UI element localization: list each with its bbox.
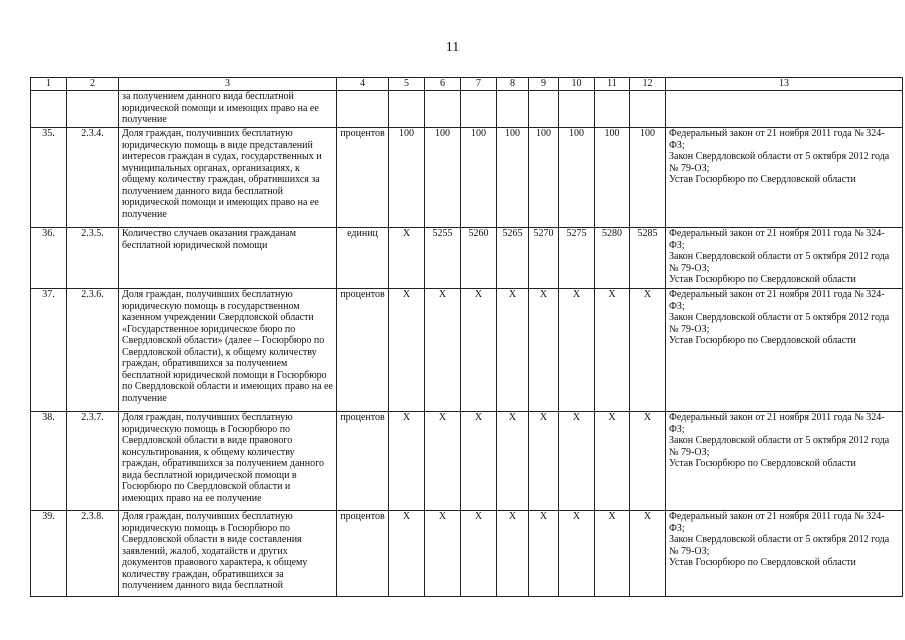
row-value: 100 — [425, 128, 461, 228]
header-cell: 1 — [31, 78, 67, 91]
row-legal-basis — [666, 289, 903, 412]
row-value: Х — [389, 289, 425, 412]
row-value — [595, 91, 630, 128]
row-value: Х — [559, 412, 595, 511]
row-code: 2.3.6. — [67, 289, 119, 412]
row-value: Х — [630, 412, 666, 511]
row-value: 100 — [559, 128, 595, 228]
row-number: 35. — [31, 128, 67, 228]
header-cell: 11 — [595, 78, 630, 91]
row-number: 37. — [31, 289, 67, 412]
row-value: 5260 — [461, 228, 497, 289]
row-unit: единиц — [337, 228, 389, 289]
table-body — [31, 78, 903, 597]
legal-basis-line: Федеральный закон от 21 ноября 2011 года № 324-ФЗ; — [669, 511, 885, 534]
row-value: 100 — [595, 128, 630, 228]
row-value: Х — [529, 511, 559, 597]
row-value — [630, 91, 666, 128]
legal-basis-line: Устав Госюрбюро по Свердловской области — [669, 174, 856, 185]
row-value: Х — [529, 412, 559, 511]
row-value — [529, 91, 559, 128]
row-code — [67, 91, 119, 128]
row-value: Х — [630, 289, 666, 412]
row-unit: процентов — [337, 412, 389, 511]
indicators-table — [30, 77, 903, 597]
row-value — [559, 91, 595, 128]
header-cell: 3 — [119, 78, 337, 91]
row-legal-basis — [666, 228, 903, 289]
table-row — [31, 228, 903, 289]
row-value: 5280 — [595, 228, 630, 289]
row-unit: процентов — [337, 128, 389, 228]
row-unit: процентов — [337, 511, 389, 597]
row-value — [497, 91, 529, 128]
table-row — [31, 511, 903, 597]
row-value: Х — [389, 228, 425, 289]
row-value: Х — [595, 511, 630, 597]
legal-basis-line: Закон Свердловской области от 5 октября 2012 года № 79-ОЗ; — [669, 251, 890, 274]
row-value: Х — [461, 412, 497, 511]
row-unit: процентов — [337, 289, 389, 412]
row-value: 5255 — [425, 228, 461, 289]
legal-basis-line: Закон Свердловской области от 5 октября 2012 года № 79-ОЗ; — [669, 151, 890, 174]
header-row — [31, 78, 903, 91]
row-value — [425, 91, 461, 128]
legal-basis-line: Закон Свердловской области от 5 октября 2012 года № 79-ОЗ; — [669, 312, 890, 335]
header-cell: 2 — [67, 78, 119, 91]
row-legal-basis — [666, 412, 903, 511]
table-row — [31, 91, 903, 128]
row-value: Х — [559, 289, 595, 412]
row-value: Х — [461, 289, 497, 412]
row-value — [389, 91, 425, 128]
header-cell: 4 — [337, 78, 389, 91]
legal-basis-line: Закон Свердловской области от 5 октября 2012 года № 79-ОЗ; — [669, 435, 890, 458]
row-value: Х — [630, 511, 666, 597]
row-value: 5285 — [630, 228, 666, 289]
legal-basis-line: Устав Госюрбюро по Свердловской области — [669, 274, 856, 285]
legal-basis-line: Устав Госюрбюро по Свердловской области — [669, 335, 856, 346]
header-cell: 9 — [529, 78, 559, 91]
row-value: Х — [461, 511, 497, 597]
row-value: 100 — [630, 128, 666, 228]
page-number: 11 — [445, 40, 460, 55]
header-cell: 12 — [630, 78, 666, 91]
row-value: 5270 — [529, 228, 559, 289]
row-description: Доля граждан, получивших бесплатную юридическую помощь в виде представлений интересов граждан в судах, государственных и муниципальных органах, организациях, к общему количеству граждан, обратившихся за получением данного вида бесплатной юридической помощи и имеющих право на ее получение — [119, 128, 337, 228]
header-cell: 7 — [461, 78, 497, 91]
row-value: Х — [425, 412, 461, 511]
row-description: Количество случаев оказания гражданам бесплатной юридической помощи — [119, 228, 337, 289]
row-value: 100 — [389, 128, 425, 228]
row-value: Х — [595, 289, 630, 412]
row-value: Х — [497, 412, 529, 511]
row-code: 2.3.5. — [67, 228, 119, 289]
header-cell: 5 — [389, 78, 425, 91]
row-value: Х — [389, 412, 425, 511]
row-value: 100 — [497, 128, 529, 228]
row-value: Х — [529, 289, 559, 412]
row-code: 2.3.7. — [67, 412, 119, 511]
row-description: за получением данного вида бесплатной юридической помощи и имеющих право на ее получение — [119, 91, 337, 128]
header-cell: 6 — [425, 78, 461, 91]
row-code: 2.3.4. — [67, 128, 119, 228]
row-description: Доля граждан, получивших бесплатную юридическую помощь в Госюрбюро по Свердловской области в виде составления заявлений, жалоб, ходатайств и других документов правового характера, к общему количеству граждан, обратившихся за получением данного вида бесплатной — [119, 511, 337, 597]
legal-basis-line: Устав Госюрбюро по Свердловской области — [669, 458, 856, 469]
row-value: 100 — [461, 128, 497, 228]
row-value: Х — [425, 289, 461, 412]
row-legal-basis — [666, 128, 903, 228]
legal-basis-line: Закон Свердловской области от 5 октября 2012 года № 79-ОЗ; — [669, 534, 890, 557]
header-cell: 13 — [666, 78, 903, 91]
row-number: 38. — [31, 412, 67, 511]
row-value: 5275 — [559, 228, 595, 289]
table-row — [31, 289, 903, 412]
row-description: Доля граждан, получивших бесплатную юридическую помощь в государственном казенном учреждении Свердловской области «Государственное юридическое бюро по Свердловской области» (далее – Госюрбюро по Свердловской области), к общему количеству граждан, обратившихся за получением бесплатной юридической помощи в Госюрбюро по Свердловской области и имеющих право на ее получение — [119, 289, 337, 412]
row-value: Х — [559, 511, 595, 597]
row-value: Х — [595, 412, 630, 511]
legal-basis-line: Федеральный закон от 21 ноября 2011 года № 324-ФЗ; — [669, 412, 885, 435]
legal-basis-line: Устав Госюрбюро по Свердловской области — [669, 557, 856, 568]
row-legal-basis — [666, 511, 903, 597]
row-value: Х — [425, 511, 461, 597]
row-value: Х — [497, 511, 529, 597]
header-cell: 10 — [559, 78, 595, 91]
legal-basis-line: Федеральный закон от 21 ноября 2011 года № 324-ФЗ; — [669, 289, 885, 312]
row-value: Х — [389, 511, 425, 597]
legal-basis-line: Федеральный закон от 21 ноября 2011 года № 324-ФЗ; — [669, 228, 885, 251]
table-row — [31, 412, 903, 511]
row-value: 5265 — [497, 228, 529, 289]
row-unit — [337, 91, 389, 128]
row-value — [461, 91, 497, 128]
row-description: Доля граждан, получивших бесплатную юридическую помощь в Госюрбюро по Свердловской области в виде правового консультирования, к общему количеству граждан, обратившихся за получением данного вида бесплатной юридической помощи в Госюрбюро по Свердловской области и имеющих право на ее получение — [119, 412, 337, 511]
row-value: 100 — [529, 128, 559, 228]
row-value: Х — [497, 289, 529, 412]
row-number: 39. — [31, 511, 67, 597]
header-cell: 8 — [497, 78, 529, 91]
row-number — [31, 91, 67, 128]
legal-basis-line: Федеральный закон от 21 ноября 2011 года № 324-ФЗ; — [669, 128, 885, 151]
row-code: 2.3.8. — [67, 511, 119, 597]
row-legal-basis — [666, 91, 903, 128]
table-row — [31, 128, 903, 228]
row-number: 36. — [31, 228, 67, 289]
